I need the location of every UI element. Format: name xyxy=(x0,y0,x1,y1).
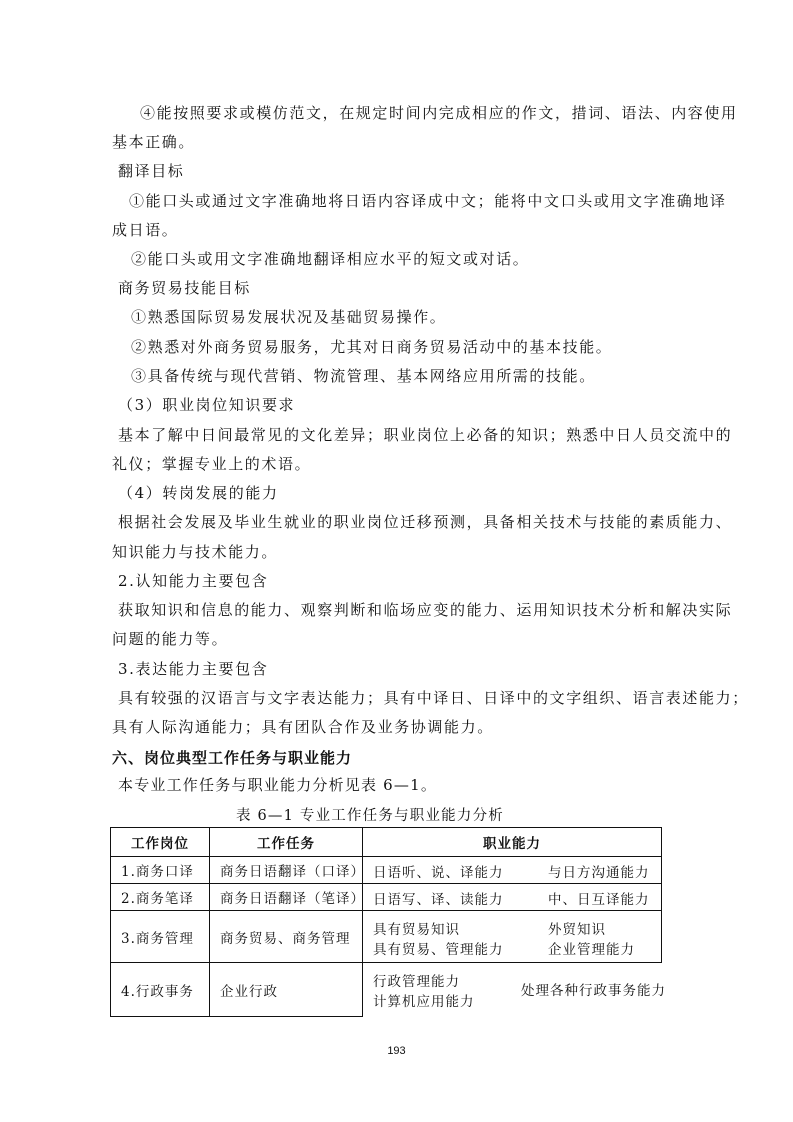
body-line: 成日语。 xyxy=(112,221,179,239)
table-row xyxy=(111,911,662,963)
page-number: 193 xyxy=(387,1045,406,1057)
table-row xyxy=(111,963,662,1017)
ability-text: 具有贸易、管理能力 xyxy=(373,941,504,958)
body-line: 获取知识和信息的能力、观察判断和临场应变的能力、运用知识技术分析和解决实际 xyxy=(118,601,733,619)
table-row xyxy=(111,857,662,884)
subheading: 2.认知能力主要包含 xyxy=(118,572,269,590)
ability-cell xyxy=(363,911,662,963)
task-cell: 商务贸易、商务管理 xyxy=(210,911,363,963)
header-cell: 工作岗位 xyxy=(111,828,210,857)
header-cell: 职业能力 xyxy=(363,828,662,857)
ability-cell xyxy=(363,884,662,911)
ability-text: 日语写、译、读能力 xyxy=(373,892,504,908)
ability-cell xyxy=(363,963,666,1017)
body-line: 问题的能力等。 xyxy=(112,630,229,648)
ability-cell xyxy=(363,857,662,884)
ability-text: 日语听、说、译能力 xyxy=(373,865,504,881)
ability-text: 行政管理能力 xyxy=(373,973,460,990)
subheading: 商务贸易技能目标 xyxy=(118,279,251,297)
body-line: 礼仪；掌握专业上的术语。 xyxy=(112,455,312,473)
ability-text: 处理各种行政事务能力 xyxy=(521,982,666,999)
position-cell: 3.商务管理 xyxy=(111,911,210,963)
intro-line: 本专业工作任务与职业能力分析见表 6—1。 xyxy=(118,776,438,794)
body-line: 知识能力与技术能力。 xyxy=(112,543,279,561)
position-cell: 2.商务笔译 xyxy=(111,884,210,911)
ability-text: 企业管理能力 xyxy=(548,941,635,958)
body-line: 根据社会发展及毕业生就业的职业岗位迁移预测，具备相关技术与技能的素质能力、 xyxy=(118,513,733,531)
table-row xyxy=(111,884,662,911)
table-caption: 表 6—1 专业工作任务与职业能力分析 xyxy=(236,808,504,824)
position-cell: 4.行政事务 xyxy=(111,963,210,1017)
body-line: ①能口头或通过文字准确地将日语内容译成中文；能将中文口头或用文字准确地译 xyxy=(129,192,727,210)
subheading: （4）转岗发展的能力 xyxy=(118,484,279,502)
header-cell: 工作任务 xyxy=(210,828,363,857)
task-cell: 商务日语翻译（笔译） xyxy=(210,884,363,911)
ability-table xyxy=(110,827,666,1017)
body-line: ②熟悉对外商务贸易服务，尤其对日商务贸易活动中的基本技能。 xyxy=(131,338,613,356)
task-cell: 商务日语翻译（口译） xyxy=(210,857,363,884)
body-line: 具有人际沟通能力；具有团队合作及业务协调能力。 xyxy=(112,718,494,736)
subheading: 3.表达能力主要包含 xyxy=(118,660,269,678)
body-line: ④能按照要求或模仿范文，在规定时间内完成相应的作文，措词、语法、内容使用 xyxy=(140,104,738,122)
body-line: ①熟悉国际贸易发展状况及基础贸易操作。 xyxy=(131,308,447,326)
subheading: 翻译目标 xyxy=(118,162,185,180)
ability-text: 与日方沟通能力 xyxy=(548,865,650,881)
body-line: 具有较强的汉语言与文字表达能力；具有中译日、日译中的文字组织、语言表述能力； xyxy=(118,689,749,707)
section-heading: 六、岗位典型工作任务与职业能力 xyxy=(112,749,353,767)
ability-text: 具有贸易知识 xyxy=(373,921,460,938)
subheading: （3）职业岗位知识要求 xyxy=(118,396,296,414)
body-line: 基本了解中日间最常见的文化差异；职业岗位上必备的知识；熟悉中日人员交流中的 xyxy=(118,426,733,444)
ability-text: 计算机应用能力 xyxy=(373,993,475,1010)
position-cell: 1.商务口译 xyxy=(111,857,210,884)
ability-text: 外贸知识 xyxy=(548,921,606,938)
body-line: ②能口头或用文字准确地翻译相应水平的短文或对话。 xyxy=(131,250,530,268)
table-header-row xyxy=(111,828,662,857)
ability-text: 中、日互译能力 xyxy=(548,892,650,908)
body-line: ③具备传统与现代营销、物流管理、基本网络应用所需的技能。 xyxy=(131,367,596,385)
body-line: 基本正确。 xyxy=(112,133,196,151)
task-cell: 企业行政 xyxy=(210,963,363,1017)
